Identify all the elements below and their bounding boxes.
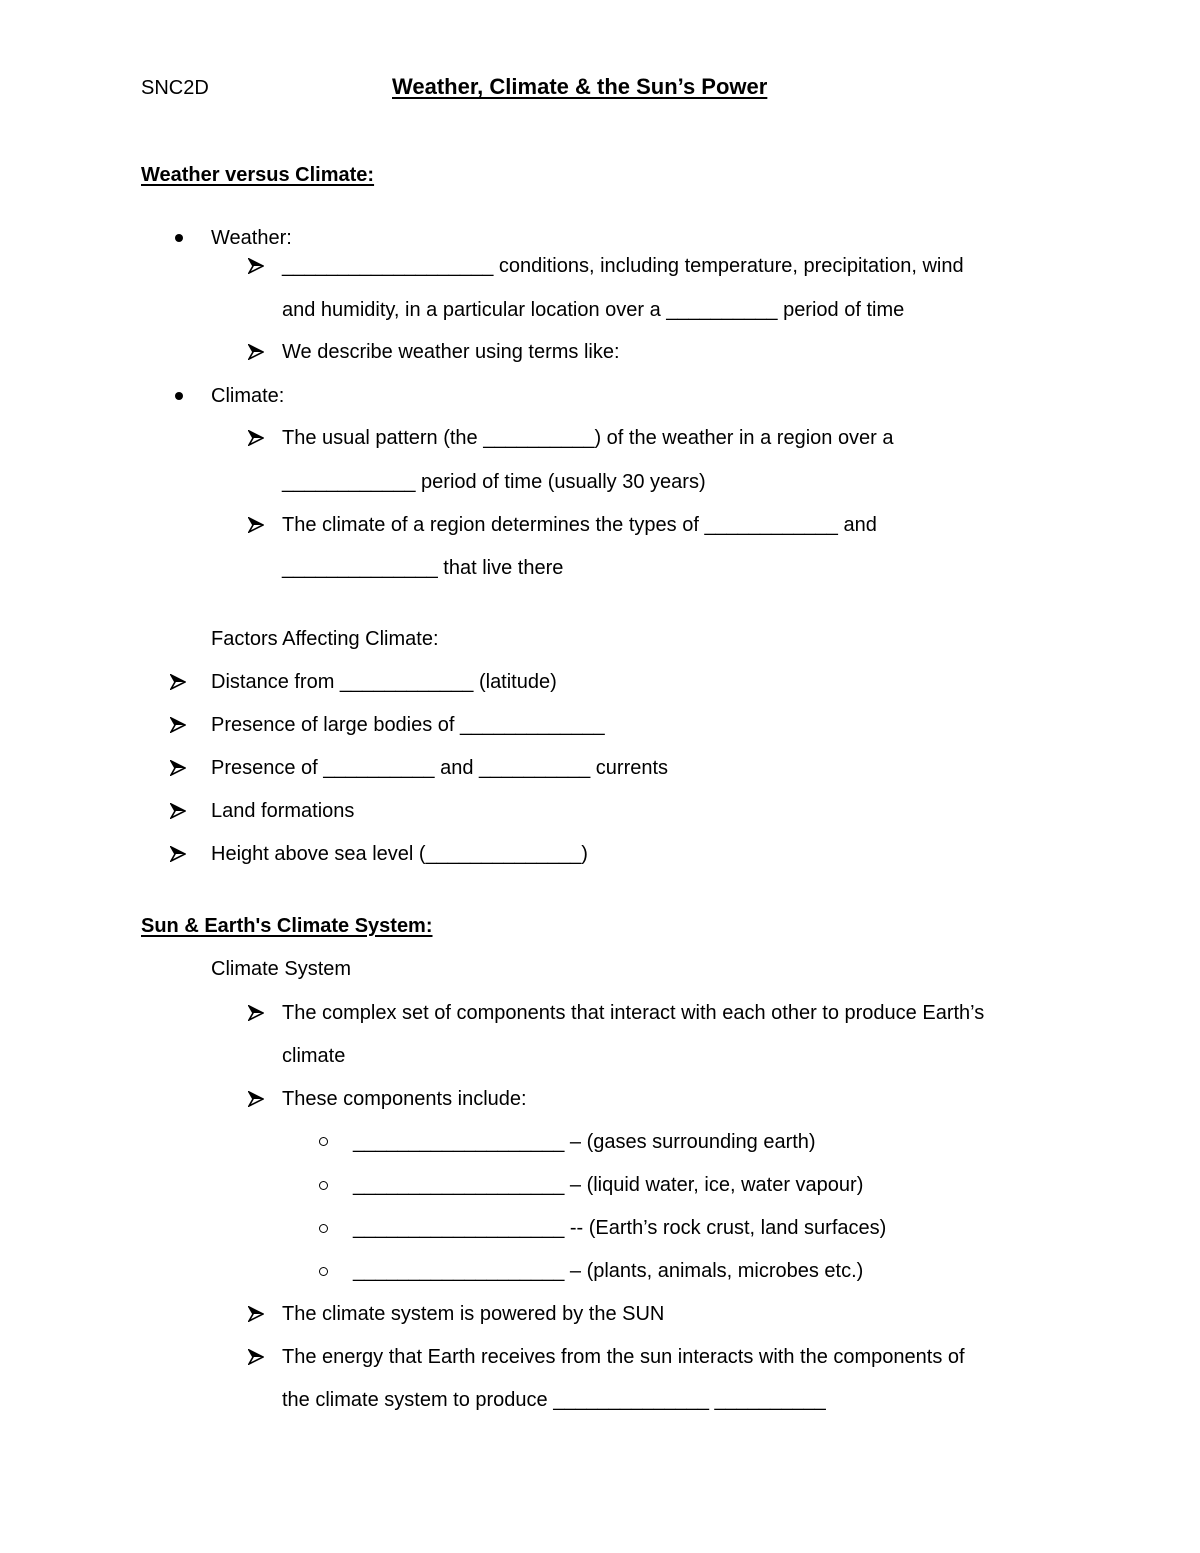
- weather-definition-line2: and humidity, in a particular location over a __________ period of time: [282, 299, 905, 321]
- factor-item: Distance from ____________ (latitude): [211, 671, 557, 693]
- arrow-bullet-icon: [248, 344, 264, 360]
- powered-by-sun: The climate system is powered by the SUN: [282, 1303, 665, 1325]
- arrow-bullet-icon: [248, 1005, 264, 1021]
- factor-item: Presence of __________ and __________ currents: [211, 757, 669, 779]
- arrow-bullet-icon: [170, 717, 186, 733]
- arrow-bullet-icon: [170, 760, 186, 776]
- page-title: Weather, Climate & the Sun’s Power: [392, 74, 768, 99]
- arrow-bullet-icon: [170, 803, 186, 819]
- circle-bullet-icon: [319, 1224, 328, 1233]
- arrow-bullet-icon: [248, 258, 264, 274]
- factor-item: Height above sea level (______________): [211, 843, 588, 865]
- arrow-bullet-icon: [248, 1306, 264, 1322]
- arrow-bullet-icon: [248, 1349, 264, 1365]
- component-item: ___________________ – (plants, animals, microbes etc.): [353, 1260, 864, 1282]
- circle-bullet-icon: [319, 1181, 328, 1190]
- section-heading-weather-vs-climate: Weather versus Climate:: [141, 164, 375, 186]
- component-item: ___________________ – (liquid water, ice, water vapour): [353, 1174, 864, 1196]
- climate-system-subheading: Climate System: [211, 958, 352, 980]
- section-heading-sun-earth: Sun & Earth's Climate System:: [141, 915, 433, 937]
- climate-types-line1: The climate of a region determines the types of ____________ and: [282, 514, 877, 536]
- bullet-dot-icon: [175, 234, 183, 242]
- arrow-bullet-icon: [170, 846, 186, 862]
- weather-definition-line1: ___________________ conditions, including temperature, precipitation, wind: [282, 255, 964, 277]
- climate-system-definition-line2: climate: [282, 1045, 346, 1067]
- energy-line2: the climate system to produce ______________ __________: [282, 1389, 826, 1411]
- arrow-bullet-icon: [170, 674, 186, 690]
- weather-label: Weather:: [211, 227, 292, 249]
- climate-definition-line1: The usual pattern (the __________) of the weather in a region over a: [282, 427, 894, 449]
- arrow-bullet-icon: [248, 430, 264, 446]
- energy-line1: The energy that Earth receives from the sun interacts with the components of: [282, 1346, 965, 1368]
- climate-types-line2: ______________ that live there: [282, 557, 564, 579]
- circle-bullet-icon: [319, 1267, 328, 1276]
- arrow-bullet-icon: [248, 1091, 264, 1107]
- climate-definition-line2: ____________ period of time (usually 30 years): [282, 471, 706, 493]
- component-item: ___________________ – (gases surrounding earth): [353, 1131, 816, 1153]
- factor-item: Land formations: [211, 800, 355, 822]
- climate-system-definition-line1: The complex set of components that interact with each other to produce Earth’s: [282, 1002, 985, 1024]
- component-item: ___________________ -- (Earth’s rock crust, land surfaces): [353, 1217, 887, 1239]
- climate-label: Climate:: [211, 385, 285, 407]
- bullet-dot-icon: [175, 392, 183, 400]
- factors-heading: Factors Affecting Climate:: [211, 628, 439, 650]
- components-intro: These components include:: [282, 1088, 527, 1110]
- course-code: SNC2D: [141, 77, 209, 99]
- arrow-bullet-icon: [248, 517, 264, 533]
- circle-bullet-icon: [319, 1137, 328, 1146]
- factor-item: Presence of large bodies of _____________: [211, 714, 605, 736]
- weather-terms: We describe weather using terms like:: [282, 341, 620, 363]
